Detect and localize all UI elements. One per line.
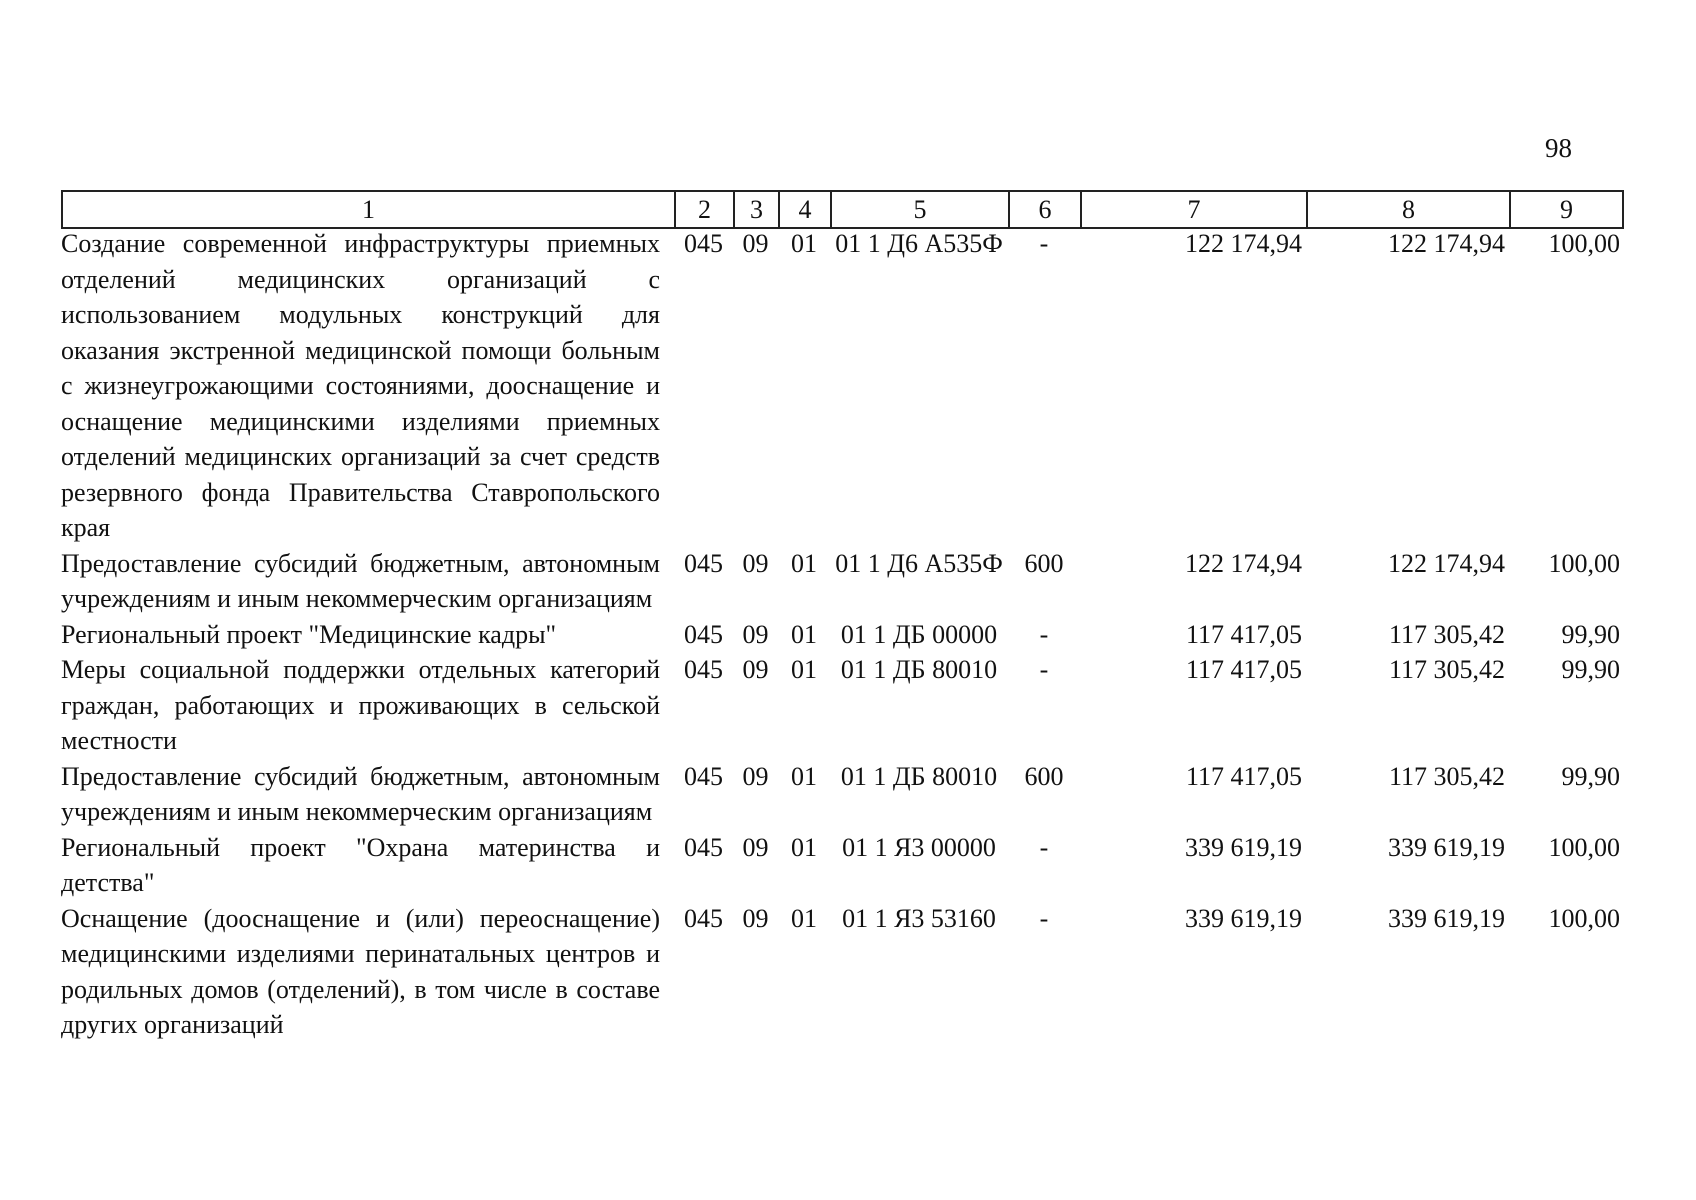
table-row <box>61 546 1622 617</box>
row-c7: 339 619,19 <box>1185 903 1302 933</box>
row-c8: 122 174,94 <box>1388 548 1505 578</box>
table-row <box>61 617 1622 653</box>
row-c9: 99,90 <box>1561 761 1620 791</box>
row-name: Меры социальной поддержки отдельных категорий граждан, работающих и проживающих в сельской местности <box>61 655 660 755</box>
header-col-5: 5 <box>831 191 1009 228</box>
row-c8: 117 305,42 <box>1388 619 1505 649</box>
row-c2: 045 <box>684 655 723 684</box>
row-c4: 01 <box>791 832 817 862</box>
row-c3: 09 <box>742 619 769 649</box>
row-c3: 09 <box>742 229 769 258</box>
row-c8: 339 619,19 <box>1388 903 1505 933</box>
header-row <box>62 191 1623 228</box>
row-c6: 600 <box>1024 548 1064 578</box>
row-c7: 117 417,05 <box>1185 619 1302 649</box>
row-c4: 01 <box>791 229 817 258</box>
row-c7: 122 174,94 <box>1185 229 1302 258</box>
row-c8: 339 619,19 <box>1388 832 1505 862</box>
row-name: Оснащение (дооснащение и (или) переоснащение) медицинскими изделиями перинатальных центров и родильных домов (отделений), в том числе в составе других организаций <box>61 903 660 1039</box>
row-c6: - <box>1039 655 1049 684</box>
row-c8: 117 305,42 <box>1388 655 1505 684</box>
row-c2: 045 <box>684 548 723 578</box>
row-c8: 117 305,42 <box>1388 761 1505 791</box>
row-c2: 045 <box>684 619 723 649</box>
row-c2: 045 <box>684 761 723 791</box>
row-c4: 01 <box>791 655 817 684</box>
row-c4: 01 <box>791 619 817 649</box>
row-c6: 600 <box>1024 761 1064 791</box>
row-name: Предоставление субсидий бюджетным, автономным учреждениям и иным некоммерческим организациям <box>61 761 660 826</box>
page-number: 98 <box>1545 133 1572 163</box>
table-row <box>61 901 1622 1043</box>
row-c3: 09 <box>742 761 769 791</box>
table-row <box>61 652 1622 759</box>
row-c9: 99,90 <box>1561 655 1620 684</box>
row-c3: 09 <box>742 655 769 684</box>
row-c6: - <box>1039 832 1049 862</box>
row-c5: 01 1 Я3 00000 <box>842 832 996 862</box>
row-c6: - <box>1039 903 1049 933</box>
row-name: Предоставление субсидий бюджетным, автономным учреждениям и иным некоммерческим организациям <box>61 548 660 613</box>
header-col-4: 4 <box>779 191 831 228</box>
row-c4: 01 <box>791 548 817 578</box>
row-c7: 122 174,94 <box>1185 548 1302 578</box>
row-c9: 100,00 <box>1548 832 1620 862</box>
row-c5: 01 1 ДБ 80010 <box>840 655 998 684</box>
row-c2: 045 <box>684 832 723 862</box>
row-c8: 122 174,94 <box>1388 229 1505 258</box>
row-c2: 045 <box>684 229 723 258</box>
table-row <box>61 759 1622 830</box>
row-name: Региональный проект "Охрана материнства и детства" <box>61 832 660 897</box>
row-c3: 09 <box>742 832 769 862</box>
row-c5: 01 1 ДБ 80010 <box>840 761 998 791</box>
header-col-3: 3 <box>734 191 779 228</box>
row-c5: 01 1 Я3 53160 <box>842 903 996 933</box>
row-c7: 117 417,05 <box>1185 761 1302 791</box>
row-c9: 100,00 <box>1548 903 1620 933</box>
row-c9: 100,00 <box>1548 229 1620 258</box>
row-c6: - <box>1039 619 1049 649</box>
header-col-2: 2 <box>675 191 734 228</box>
row-c9: 100,00 <box>1548 548 1620 578</box>
header-col-9: 9 <box>1510 191 1623 228</box>
row-c5: 01 1 ДБ 00000 <box>840 619 998 649</box>
row-c5: 01 1 Д6 А535Ф <box>835 548 1003 578</box>
row-c9: 99,90 <box>1561 619 1620 649</box>
row-name: Региональный проект "Медицинские кадры" <box>61 619 557 649</box>
row-c7: 339 619,19 <box>1185 832 1302 862</box>
header-col-7: 7 <box>1081 191 1307 228</box>
row-c4: 01 <box>791 761 817 791</box>
table-row <box>61 226 1622 546</box>
row-c6: - <box>1039 229 1049 258</box>
header-col-6: 6 <box>1009 191 1081 228</box>
column-header-table <box>61 190 1624 229</box>
table-row <box>61 830 1622 901</box>
row-c2: 045 <box>684 903 723 933</box>
row-c3: 09 <box>742 903 769 933</box>
row-c5: 01 1 Д6 А535Ф <box>835 229 1003 258</box>
header-col-8: 8 <box>1307 191 1510 228</box>
budget-table <box>61 226 1622 1043</box>
row-c3: 09 <box>742 548 769 578</box>
row-c7: 117 417,05 <box>1185 655 1302 684</box>
row-c4: 01 <box>791 903 817 933</box>
header-col-1: 1 <box>62 191 675 228</box>
row-name: Создание современной инфраструктуры приемных отделений медицинских организаций с использованием модульных конструкций для оказания экстренной медицинской помощи больным с жизнеугрожающими состояниями, дооснащение и оснащение медицинскими изделиями приемных отделений медицинских организаций за счет средств резервного фонда Правительства Ставропольского края <box>61 229 660 542</box>
